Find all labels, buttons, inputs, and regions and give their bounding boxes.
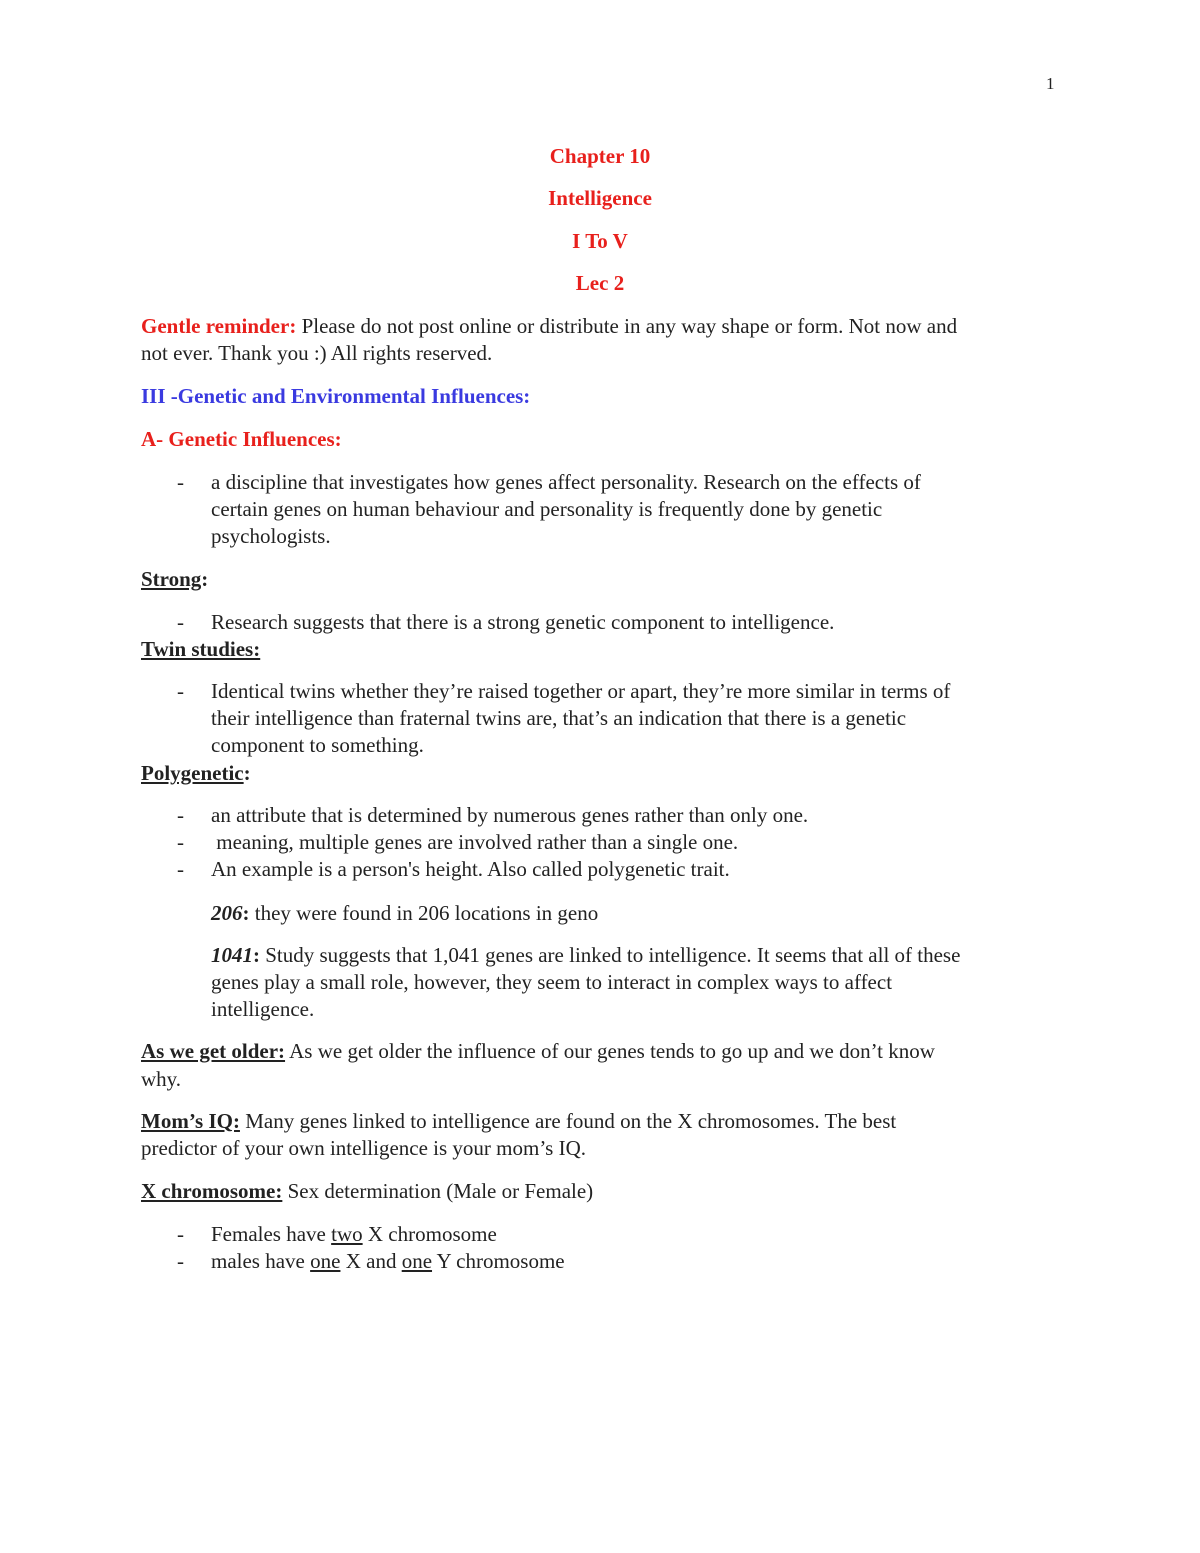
older-line-2: why. [141,1067,182,1091]
bullet-dash: - [177,803,184,827]
strong-bullet: Research suggests that there is a strong genetic component to intelligence. [211,610,835,634]
page-number: 1 [1046,74,1055,93]
bullet-dash: - [177,830,184,854]
males-mid: X and [340,1249,402,1273]
genetic-bullet-line-3: psychologists. [211,524,331,548]
xchrom-label: X chromosome: [141,1179,283,1203]
bullet-dash: - [177,470,184,494]
males-post: Y chromosome [432,1249,565,1273]
fact-1041-line-2: genes play a small role, however, they seem to interact in complex ways to affect [211,970,893,994]
older-label: As we get older: [141,1039,286,1063]
topic-title: Intelligence [548,186,652,210]
fact-1041-colon: : [253,943,260,967]
bullet-dash: - [177,1249,184,1273]
strong-heading [141,567,208,592]
males-one-y: one [401,1249,433,1273]
poly-bullet-3: An example is a person's height. Also called polygenetic trait. [211,857,730,881]
fact-1041-text-1: Study suggests that 1,041 genes are linked to intelligence. It seems that all of these [260,943,961,967]
poly-label: Polygenetic [141,761,244,785]
older-text-1: As we get older the influence of our genes tends to go up and we don’t know [285,1039,935,1063]
twin-bullet-line-1: Identical twins whether they’re raised together or apart, they’re more similar in terms of [211,679,951,703]
section-heading: III -Genetic and Environmental Influences: [141,384,531,408]
fact-1041-line-3: intelligence. [211,997,315,1021]
bullet-dash: - [177,857,184,881]
females-post: X chromosome [362,1222,497,1246]
fact-206-text: they were found in 206 locations in geno [249,901,599,925]
poly-bullet-2: meaning, multiple genes are involved rather than a single one. [211,830,739,854]
twin-bullet-line-2: their intelligence than fraternal twins are, that’s an indication that there is a genetic [211,706,907,730]
mom-line-2: predictor of your own intelligence is your mom’s IQ. [141,1136,586,1160]
females-bullet [211,1222,497,1247]
reminder-line-1 [141,314,957,339]
lecture-title: Lec 2 [575,271,625,295]
xchrom-line [141,1179,593,1204]
mom-line-1 [141,1109,896,1134]
bullet-dash: - [177,679,184,703]
older-line-1 [141,1039,935,1064]
poly-colon: : [243,761,251,785]
fact-1041-line-1 [211,943,960,968]
mom-label: Mom’s IQ: [141,1109,240,1133]
genetic-bullet-line-2: certain genes on human behaviour and personality is frequently done by genetic [211,497,883,521]
chapter-title: Chapter 10 [549,144,651,168]
poly-bullet-1: an attribute that is determined by numerous genes rather than only one. [211,803,809,827]
fact-1041-label: 1041 [211,943,253,967]
poly-heading [141,761,251,786]
twin-bullet-line-3: component to something. [211,733,424,757]
males-bullet [211,1249,565,1274]
fact-206 [211,901,598,926]
reminder-line-2: not ever. Thank you :) All rights reserved. [141,341,493,365]
males-pre: males have [211,1249,311,1273]
bullet-dash: - [177,1222,184,1246]
twin-heading: Twin studies: [141,637,261,661]
strong-label: Strong [141,567,202,591]
subsection-heading: A- Genetic Influences: [141,427,342,451]
genetic-bullet-line-1: a discipline that investigates how genes affect personality. Research on the effects of [211,470,921,494]
reminder-label: Gentle reminder: [141,314,297,338]
bullet-dash: - [177,610,184,634]
females-two: two [331,1222,363,1246]
strong-colon: : [201,567,209,591]
fact-206-colon: : [242,901,250,925]
males-one-x: one [310,1249,341,1273]
range-title: I To V [572,229,628,253]
reminder-text-1: Please do not post online or distribute in any way shape or form. Not now and [296,314,958,338]
females-pre: Females have [211,1222,332,1246]
fact-206-label: 206 [211,901,243,925]
xchrom-text: Sex determination (Male or Female) [282,1179,594,1203]
mom-text-1: Many genes linked to intelligence are found on the X chromosomes. The best [239,1109,897,1133]
